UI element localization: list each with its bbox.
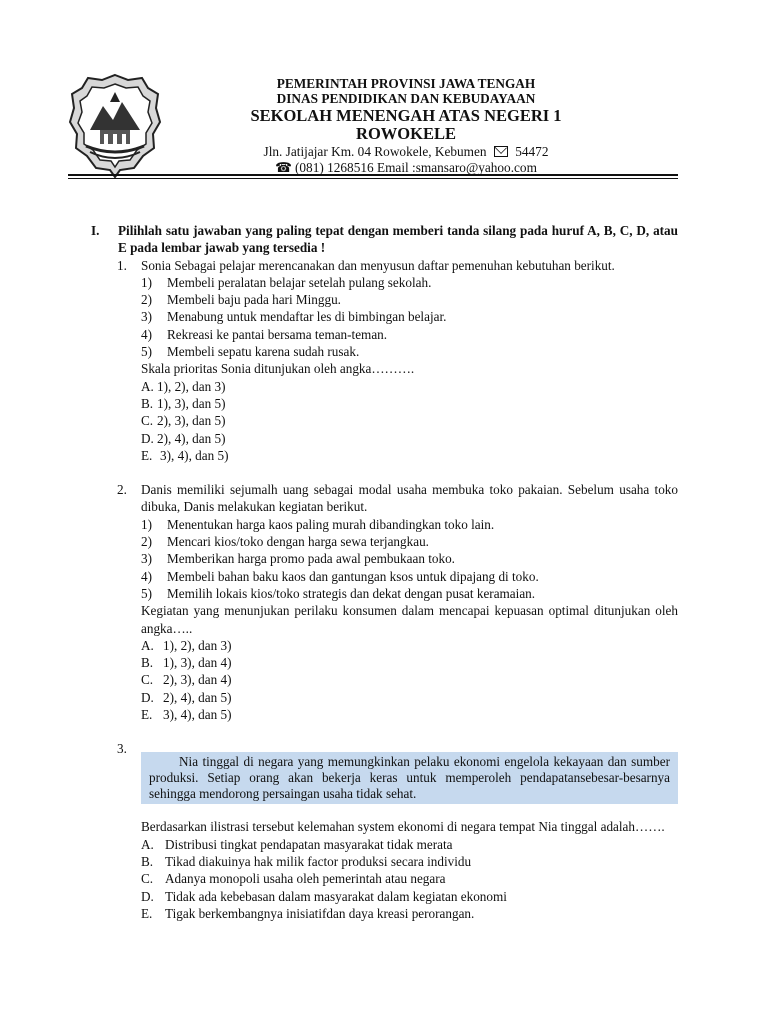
gov-line: PEMERINTAH PROVINSI JAWA TENGAH bbox=[276, 76, 536, 91]
letterhead bbox=[190, 77, 622, 176]
list-item: 3) Memberikan harga promo pada awal pembukaan toko. bbox=[141, 551, 455, 567]
answer-option: B. 1), 3), dan 5) bbox=[141, 395, 226, 411]
list-item: 5) Memilih lokais kios/toko strategis dan dekat dengan pusat keramaian. bbox=[141, 585, 536, 601]
answer-option: A. 1), 2), dan 3) bbox=[141, 637, 232, 653]
question-prompt: Skala prioritas Sonia ditunjukan oleh angka………. bbox=[141, 361, 415, 377]
illustration-text: Nia tinggal di negara yang memungkinkan pelaku ekonomi engelola kekayaan dan sumber produksi. Setiap orang akan bekerja keras untuk memperoleh pendapatansebesar-besarnya sehingga mendorong persaingan usaha tidak sehat. bbox=[149, 754, 670, 802]
provincial-crest-logo bbox=[68, 72, 162, 180]
illustration-box bbox=[141, 752, 678, 804]
section-instruction: Pilihlah satu jawaban yang paling tepat dengan memberi tanda silang pada huruf A, B, C, D, atau E pada lembar jawab yang tersedia ! bbox=[118, 223, 678, 256]
school-name: SEKOLAH MENENGAH ATAS NEGERI 1 bbox=[250, 105, 562, 125]
question-number: 3. bbox=[117, 741, 127, 757]
answer-option: A. Distribusi tingkat pendapatan masyarakat tidak merata bbox=[141, 836, 453, 852]
list-item: 2) Mencari kios/toko dengan harga sewa terjangkau. bbox=[141, 534, 429, 550]
list-item: 2) Membeli baju pada hari Minggu. bbox=[141, 292, 341, 308]
header-divider-thin bbox=[68, 178, 678, 179]
list-item: 5) Membeli sepatu karena sudah rusak. bbox=[141, 344, 360, 360]
school-location: ROWOKELE bbox=[356, 124, 456, 144]
answer-option: E. 3), 4), dan 5) bbox=[141, 447, 229, 463]
list-item: 1) Membeli peralatan belajar setelah pulang sekolah. bbox=[141, 274, 432, 290]
header-divider-thick bbox=[68, 174, 678, 176]
address-line bbox=[190, 145, 622, 160]
answer-option: B. Tikad diakuinya hak milik factor produksi secara individu bbox=[141, 853, 472, 869]
exam-body bbox=[91, 222, 678, 922]
answer-option: D. Tidak ada kebebasan dalam masyarakat dalam kegiatan ekonomi bbox=[141, 888, 507, 904]
answer-option: E. Tigak berkembangnya inisiatifdan daya kreasi perorangan. bbox=[141, 905, 475, 921]
question-number: 2. bbox=[117, 482, 127, 498]
question-1 bbox=[117, 257, 678, 465]
question-stem: Danis memiliki sejumalh uang sebagai modal usaha membuka toko pakaian. Sebelum usaha toko dibuka, Danis melakukan kegiatan berikut. bbox=[141, 482, 678, 515]
contact-text: (081) 1268516 Email :smansaro@yahoo.com bbox=[294, 159, 537, 175]
answer-option: C. 2), 3), dan 4) bbox=[141, 672, 232, 688]
answer-option: B. 1), 3), dan 4) bbox=[141, 655, 232, 671]
agency-line: DINAS PENDIDIKAN DAN KEBUDAYAAN bbox=[276, 90, 536, 106]
answer-option: E. 3), 4), dan 5) bbox=[141, 707, 232, 723]
answer-option: C. Adanya monopoli usaha oleh pemerintah atau negara bbox=[141, 871, 446, 887]
question-stem: Sonia Sebagai pelajar merencanakan dan menyusun daftar pemenuhan kebutuhan berikut. bbox=[141, 257, 615, 273]
answer-option: D. 2), 4), dan 5) bbox=[141, 689, 232, 705]
list-item: 1) Menentukan harga kaos paling murah dibandingkan toko lain. bbox=[141, 516, 495, 532]
question-3 bbox=[117, 740, 678, 922]
question-prompt: Berdasarkan ilistrasi tersebut kelemahan system ekonomi di negara tempat Nia tinggal adalah……. bbox=[141, 819, 665, 835]
list-item: 4) Rekreasi ke pantai bersama teman-teman. bbox=[141, 326, 388, 342]
postal-code: 54472 bbox=[515, 143, 549, 159]
section-number: I. bbox=[91, 223, 100, 238]
phone-icon: ☎ bbox=[275, 159, 292, 175]
address-text: Jln. Jatijajar Km. 04 Rowokele, Kebumen bbox=[263, 143, 487, 159]
question-number: 1. bbox=[117, 257, 127, 273]
list-item: 4) Membeli bahan baku kaos dan gantungan ksos untuk dipajang di toko. bbox=[141, 568, 539, 584]
list-item: 3) Menabung untuk mendaftar les di bimbingan belajar. bbox=[141, 309, 447, 325]
envelope-icon bbox=[494, 146, 508, 157]
answer-option: D. 2), 4), dan 5) bbox=[141, 430, 226, 446]
answer-option: A. 1), 2), dan 3) bbox=[141, 378, 226, 394]
answer-option: C. 2), 3), dan 5) bbox=[141, 413, 226, 429]
question-2 bbox=[117, 481, 678, 723]
question-prompt: Kegiatan yang menunjukan perilaku konsumen dalam mencapai kepuasan optimal ditunjukan oleh angka….. bbox=[141, 603, 678, 636]
section-heading bbox=[91, 222, 678, 257]
